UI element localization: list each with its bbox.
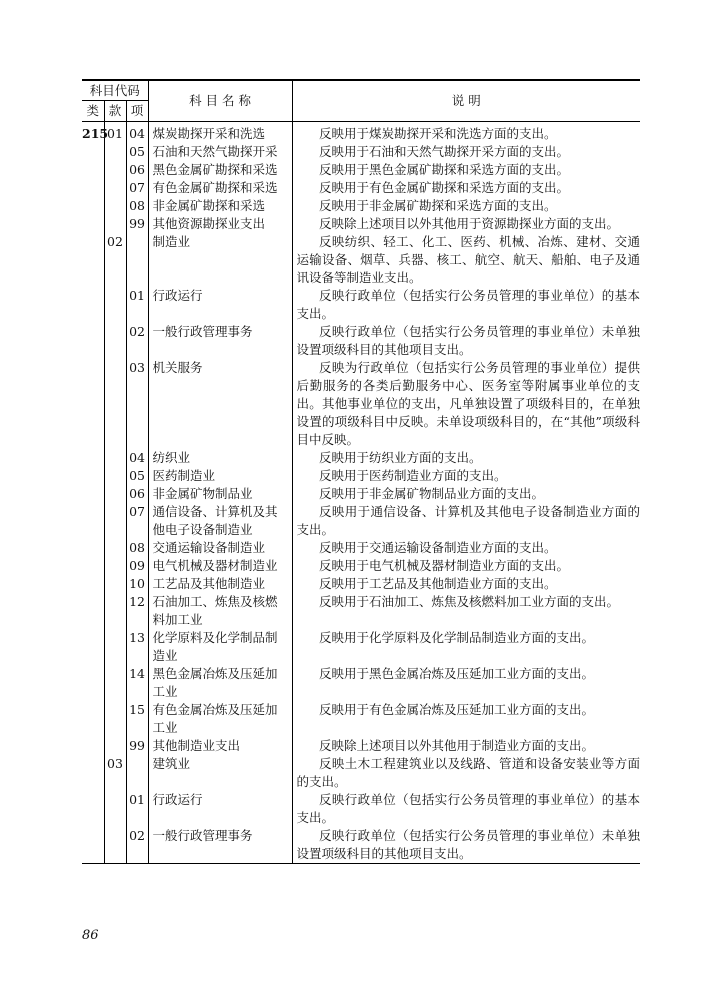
subject-name: 电气机械及器材制造业 [148,557,292,575]
subject-name: 工艺品及其他制造业 [148,575,292,593]
lei-code [82,791,104,827]
subject-description-cell [292,575,640,593]
subject-name: 纺织业 [148,449,292,467]
lei-code: 215 [82,122,104,144]
subject-description-cell [292,161,640,179]
kuan-code [104,467,126,485]
xiang-code: 05 [126,143,148,161]
subject-description-cell [292,179,640,197]
page-number: 86 [82,928,99,943]
kuan-code [104,359,126,449]
subject-name: 机关服务 [148,359,292,449]
table-row [82,593,640,629]
xiang-code: 08 [126,539,148,557]
subject-description-cell [292,737,640,755]
kuan-code [104,449,126,467]
kuan-code [104,593,126,629]
subject-description-cell [292,233,640,287]
lei-code [82,233,104,287]
xiang-code: 99 [126,737,148,755]
kuan-code [104,665,126,701]
subject-description: 反映用于黑色金属矿勘探和采选方面的支出。 [319,162,570,177]
subject-name: 石油和天然气勘探开采 [148,143,292,161]
kuan-header: 款 [104,101,126,122]
subject-description: 反映用于化学原料及化学制品制造业方面的支出。 [319,630,595,645]
xiang-code: 05 [126,467,148,485]
subject-description: 反映用于石油和天然气勘探开采方面的支出。 [319,144,570,159]
subject-description: 反映用于非金属矿勘探和采选方面的支出。 [319,198,557,213]
subject-name: 建筑业 [148,755,292,791]
lei-code [82,161,104,179]
table-row [82,557,640,575]
subject-description: 反映用于有色金属矿勘探和采选方面的支出。 [319,180,570,195]
xiang-code: 10 [126,575,148,593]
table-row [82,629,640,665]
kuan-code [104,791,126,827]
subject-name: 化学原料及化学制品制造业 [148,629,292,665]
table-row [82,665,640,701]
budget-subject-table [82,79,640,864]
subject-description: 反映土木工程建筑业以及线路、管道和设备安装业等方面的支出。 [296,756,641,789]
subject-description-cell [292,755,640,791]
lei-code [82,539,104,557]
kuan-code [104,287,126,323]
kuan-code [104,539,126,557]
xiang-code: 01 [126,287,148,323]
table-row [82,503,640,539]
xiang-code: 14 [126,665,148,701]
table-header [82,80,640,122]
kuan-code [104,179,126,197]
xiang-code: 04 [126,122,148,144]
xiang-code: 06 [126,161,148,179]
subject-description: 反映除上述项目以外其他用于制造业方面的支出。 [319,738,595,753]
kuan-code: 03 [104,755,126,791]
kuan-code [104,485,126,503]
xiang-code: 15 [126,701,148,737]
lei-code [82,665,104,701]
kuan-code [104,143,126,161]
subject-description-cell [292,359,640,449]
table-row [82,755,640,791]
subject-description: 反映行政单位（包括实行公务员管理的事业单位）的基本支出。 [296,792,641,825]
xiang-code: 07 [126,179,148,197]
subject-name: 其他资源勘探业支出 [148,215,292,233]
subject-description-cell [292,593,640,629]
subject-description: 反映用于煤炭勘探开采和洗选方面的支出。 [319,126,557,141]
table-row [82,539,640,557]
xiang-code: 01 [126,791,148,827]
subject-description: 反映用于电气机械及器材制造业方面的支出。 [319,558,570,573]
table-row [82,143,640,161]
subject-description: 反映用于工艺品及其他制造业方面的支出。 [319,576,557,591]
xiang-code: 08 [126,197,148,215]
table-row [82,467,640,485]
subject-description: 反映用于纺织业方面的支出。 [319,450,482,465]
kuan-code [104,215,126,233]
subject-description-cell [292,557,640,575]
kuan-code [104,827,126,864]
kuan-code [104,323,126,359]
subject-description: 反映用于通信设备、计算机及其他电子设备制造业方面的支出。 [296,504,641,537]
kuan-code [104,161,126,179]
subject-description-cell [292,503,640,539]
table-row [82,197,640,215]
subject-description-cell [292,485,640,503]
subject-description: 反映用于非金属矿物制品业方面的支出。 [319,486,545,501]
lei-code [82,755,104,791]
xiang-code: 13 [126,629,148,665]
subject-name: 医药制造业 [148,467,292,485]
subject-description-cell [292,449,640,467]
table-row [82,485,640,503]
table-row [82,575,640,593]
table-row [82,449,640,467]
subject-name: 通信设备、计算机及其他电子设备制造业 [148,503,292,539]
xiang-code: 12 [126,593,148,629]
subject-name: 黑色金属冶炼及压延加工业 [148,665,292,701]
xiang-code: 02 [126,323,148,359]
subject-description: 反映用于交通运输设备制造业方面的支出。 [319,540,557,555]
subject-description-cell [292,143,640,161]
kuan-code [104,701,126,737]
subject-name: 行政运行 [148,791,292,827]
xiang-code: 03 [126,359,148,449]
subject-name: 一般行政管理事务 [148,827,292,864]
xiang-code: 06 [126,485,148,503]
subject-description: 反映用于医药制造业方面的支出。 [319,468,507,483]
kuan-code [104,557,126,575]
table-row [82,323,640,359]
kuan-code [104,629,126,665]
table-row [82,737,640,755]
xiang-code: 02 [126,827,148,864]
table-row [82,161,640,179]
xiang-header: 项 [126,101,148,122]
subject-description: 反映为行政单位（包括实行公务员管理的事业单位）提供后勤服务的各类后勤服务中心、医务室等附属事业单位的支出。其他事业单位的支出，凡单独设置了项级科目的，在单独设置的项级科目中反映。未单设项级科目的，在“其他”项级科目中反映。 [296,360,641,447]
table-row [82,359,640,449]
lei-code [82,575,104,593]
subject-description-cell [292,629,640,665]
kuan-code [104,503,126,539]
subject-name: 行政运行 [148,287,292,323]
lei-code [82,503,104,539]
subject-name: 非金属矿物制品业 [148,485,292,503]
subject-description: 反映用于石油加工、炼焦及核燃料加工业方面的支出。 [319,594,620,609]
subject-description-cell [292,215,640,233]
lei-code [82,215,104,233]
table-row [82,827,640,864]
lei-code [82,827,104,864]
subject-description-cell [292,197,640,215]
subject-name: 非金属矿勘探和采选 [148,197,292,215]
table-row [82,791,640,827]
lei-code [82,323,104,359]
xiang-code: 04 [126,449,148,467]
lei-code [82,287,104,323]
kuan-code [104,737,126,755]
subject-code-header: 科目代码 [82,80,148,101]
table-body [82,122,640,864]
table-row [82,179,640,197]
subject-description-cell [292,467,640,485]
subject-name: 一般行政管理事务 [148,323,292,359]
subject-description-cell [292,122,640,144]
xiang-code: 09 [126,557,148,575]
subject-description-cell [292,539,640,557]
lei-code [82,701,104,737]
lei-code [82,359,104,449]
subject-description-cell [292,323,640,359]
subject-description-cell [292,287,640,323]
kuan-code: 02 [104,233,126,287]
subject-description: 反映行政单位（包括实行公务员管理的事业单位）未单独设置项级科目的其他项目支出。 [296,828,641,861]
lei-code [82,485,104,503]
description-header: 说 明 [292,80,640,122]
subject-description-cell [292,827,640,864]
subject-name: 石油加工、炼焦及核燃料加工业 [148,593,292,629]
subject-description: 反映用于黑色金属冶炼及压延加工业方面的支出。 [319,666,595,681]
subject-description-cell [292,665,640,701]
subject-name: 制造业 [148,233,292,287]
subject-description-cell [292,791,640,827]
table-row [82,233,640,287]
subject-name-header: 科 目 名 称 [148,80,292,122]
table-row [82,287,640,323]
lei-code [82,629,104,665]
subject-name: 交通运输设备制造业 [148,539,292,557]
lei-code [82,593,104,629]
kuan-code: 01 [104,122,126,144]
subject-description: 反映行政单位（包括实行公务员管理的事业单位）未单独设置项级科目的其他项目支出。 [296,324,641,357]
lei-code [82,467,104,485]
subject-description: 反映纺织、轻工、化工、医药、机械、冶炼、建材、交通运输设备、烟草、兵器、核工、航空、航天、船舶、电子及通讯设备等制造业支出。 [296,234,641,285]
table-row [82,701,640,737]
table-row [82,215,640,233]
table-row [82,122,640,144]
lei-code [82,737,104,755]
subject-description-cell [292,701,640,737]
lei-code [82,449,104,467]
lei-header: 类 [82,101,104,122]
lei-code [82,143,104,161]
xiang-code [126,233,148,287]
lei-code [82,179,104,197]
subject-name: 其他制造业支出 [148,737,292,755]
lei-code [82,197,104,215]
xiang-code: 07 [126,503,148,539]
xiang-code: 99 [126,215,148,233]
xiang-code [126,755,148,791]
kuan-code [104,575,126,593]
lei-code [82,557,104,575]
subject-name: 煤炭勘探开采和洗选 [148,122,292,144]
subject-name: 有色金属矿勘探和采选 [148,179,292,197]
subject-name: 有色金属冶炼及压延加工业 [148,701,292,737]
kuan-code [104,197,126,215]
subject-description: 反映用于有色金属冶炼及压延加工业方面的支出。 [319,702,595,717]
subject-description: 反映行政单位（包括实行公务员管理的事业单位）的基本支出。 [296,288,641,321]
subject-description: 反映除上述项目以外其他用于资源勘探业方面的支出。 [319,216,620,231]
subject-name: 黑色金属矿勘探和采选 [148,161,292,179]
